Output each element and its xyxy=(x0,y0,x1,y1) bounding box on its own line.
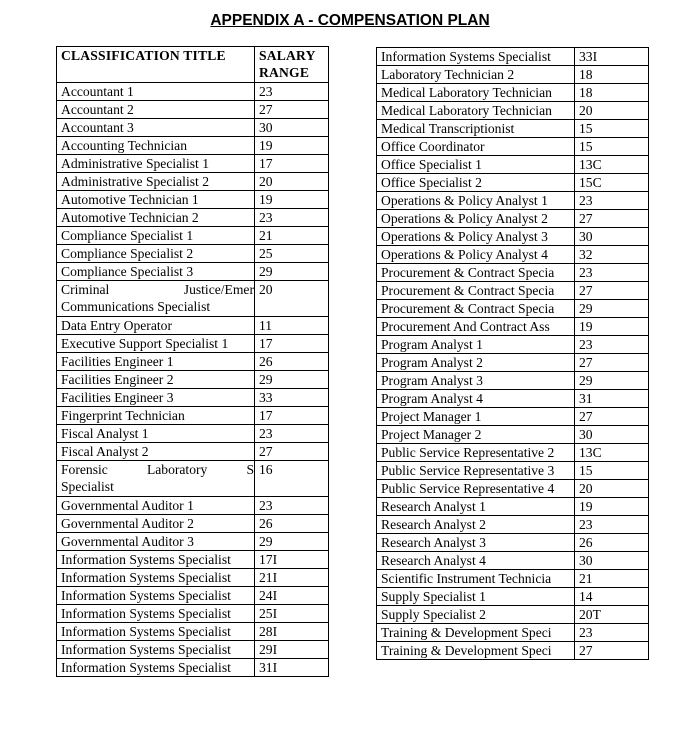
classification-title-cell: Information Systems Specialist xyxy=(57,641,255,659)
salary-range-cell: 14 xyxy=(575,588,649,606)
classification-title-cell: Administrative Specialist 2 xyxy=(57,173,255,191)
classification-title-cell: Compliance Specialist 3 xyxy=(57,263,255,281)
classification-title-cell xyxy=(57,461,255,497)
salary-range-cell: 13C xyxy=(575,444,649,462)
table-header-row xyxy=(57,47,329,83)
classification-title-cell: Operations & Policy Analyst 1 xyxy=(377,192,575,210)
classification-title-cell: Office Specialist 2 xyxy=(377,174,575,192)
table-row xyxy=(377,210,649,228)
table-row xyxy=(57,641,329,659)
salary-range-cell: 17 xyxy=(255,335,329,353)
table-row xyxy=(377,390,649,408)
table-row xyxy=(57,551,329,569)
table-row xyxy=(57,443,329,461)
salary-range-cell: 19 xyxy=(575,318,649,336)
salary-range-cell: 23 xyxy=(255,497,329,515)
classification-title-cell: Procurement & Contract Specia xyxy=(377,300,575,318)
salary-range-cell: 28I xyxy=(255,623,329,641)
salary-range-cell: 23 xyxy=(575,336,649,354)
salary-range-cell: 29 xyxy=(575,300,649,318)
classification-title-cell: Governmental Auditor 2 xyxy=(57,515,255,533)
compensation-table-right xyxy=(376,47,649,660)
table-row xyxy=(377,174,649,192)
salary-range-cell: 13C xyxy=(575,156,649,174)
salary-range-cell: 31 xyxy=(575,390,649,408)
salary-range-cell: 30 xyxy=(575,228,649,246)
classification-title-cell: Information Systems Specialist xyxy=(57,587,255,605)
classification-title-cell: Research Analyst 3 xyxy=(377,534,575,552)
classification-title-cell: Operations & Policy Analyst 2 xyxy=(377,210,575,228)
salary-range-cell: 23 xyxy=(575,192,649,210)
classification-title-cell: Operations & Policy Analyst 4 xyxy=(377,246,575,264)
salary-range-cell: 23 xyxy=(575,624,649,642)
salary-range-cell: 15 xyxy=(575,138,649,156)
table-row xyxy=(377,282,649,300)
table-row xyxy=(377,570,649,588)
table-row xyxy=(57,119,329,137)
classification-title-cell: Information Systems Specialist xyxy=(57,605,255,623)
salary-range-cell: 23 xyxy=(255,425,329,443)
table-row xyxy=(57,191,329,209)
salary-range-cell: 19 xyxy=(255,191,329,209)
salary-range-cell: 23 xyxy=(575,264,649,282)
salary-range-cell: 29 xyxy=(255,263,329,281)
classification-title-cell: Data Entry Operator xyxy=(57,317,255,335)
classification-title-cell: Program Analyst 2 xyxy=(377,354,575,372)
table-row xyxy=(57,623,329,641)
table-row xyxy=(57,515,329,533)
table-row xyxy=(57,605,329,623)
table-row xyxy=(377,444,649,462)
table-row xyxy=(377,498,649,516)
page-title: APPENDIX A - COMPENSATION PLAN xyxy=(210,12,490,29)
classification-title-cell: Automotive Technician 2 xyxy=(57,209,255,227)
salary-range-cell: 33 xyxy=(255,389,329,407)
salary-range-cell: 11 xyxy=(255,317,329,335)
table-row xyxy=(57,371,329,389)
table-row xyxy=(377,102,649,120)
salary-range-cell: 19 xyxy=(575,498,649,516)
table-row xyxy=(57,263,329,281)
table-row xyxy=(377,228,649,246)
salary-range-cell: 19 xyxy=(255,137,329,155)
table-row xyxy=(57,425,329,443)
salary-range-cell: 20T xyxy=(575,606,649,624)
salary-range-cell: 20 xyxy=(255,173,329,191)
salary-range-cell: 27 xyxy=(255,443,329,461)
table-row xyxy=(377,480,649,498)
salary-range-cell: 17I xyxy=(255,551,329,569)
classification-title-cell: Information Systems Specialist xyxy=(57,659,255,677)
table-row xyxy=(57,461,329,497)
classification-title-cell: Supply Specialist 2 xyxy=(377,606,575,624)
classification-title-cell: Compliance Specialist 1 xyxy=(57,227,255,245)
salary-range-cell: 29I xyxy=(255,641,329,659)
classification-title-cell: Facilities Engineer 3 xyxy=(57,389,255,407)
salary-range-cell: 27 xyxy=(575,408,649,426)
salary-range-cell: 29 xyxy=(255,533,329,551)
classification-title-cell xyxy=(57,281,255,317)
salary-range-cell: 26 xyxy=(575,534,649,552)
classification-title-cell: Public Service Representative 4 xyxy=(377,480,575,498)
title-line-1 xyxy=(61,461,254,478)
classification-title-cell: Information Systems Specialist xyxy=(377,48,575,66)
classification-title-cell: Scientific Instrument Technicia xyxy=(377,570,575,588)
table-row xyxy=(57,353,329,371)
table-row xyxy=(57,155,329,173)
table-row xyxy=(377,156,649,174)
salary-range-cell: 18 xyxy=(575,66,649,84)
classification-title-cell: Executive Support Specialist 1 xyxy=(57,335,255,353)
classification-title-cell: Accounting Technician xyxy=(57,137,255,155)
salary-range-cell: 27 xyxy=(575,282,649,300)
salary-range-cell: 30 xyxy=(255,119,329,137)
salary-range-cell: 15 xyxy=(575,462,649,480)
classification-title-cell: Governmental Auditor 1 xyxy=(57,497,255,515)
salary-range-cell: 23 xyxy=(255,83,329,101)
salary-range-cell: 27 xyxy=(575,210,649,228)
classification-title-cell: Accountant 2 xyxy=(57,101,255,119)
classification-title-cell: Procurement & Contract Specia xyxy=(377,282,575,300)
table-row xyxy=(377,642,649,660)
classification-title-cell: Accountant 1 xyxy=(57,83,255,101)
classification-title-cell: Public Service Representative 3 xyxy=(377,462,575,480)
salary-range-cell: 21 xyxy=(575,570,649,588)
table-row xyxy=(377,624,649,642)
classification-title-cell: Research Analyst 2 xyxy=(377,516,575,534)
table-row xyxy=(57,209,329,227)
title-word: S xyxy=(246,462,254,477)
table-row xyxy=(377,516,649,534)
table-row xyxy=(377,588,649,606)
table-row xyxy=(57,497,329,515)
salary-range-cell: 30 xyxy=(575,552,649,570)
salary-range-cell: 20 xyxy=(255,281,329,317)
salary-range-cell: 24I xyxy=(255,587,329,605)
classification-title-cell: Training & Development Speci xyxy=(377,642,575,660)
table-row xyxy=(377,138,649,156)
table-row xyxy=(57,659,329,677)
table-row xyxy=(57,227,329,245)
table-row xyxy=(377,48,649,66)
table-row xyxy=(377,66,649,84)
title-word: Laboratory xyxy=(146,462,208,477)
classification-title-cell: Office Specialist 1 xyxy=(377,156,575,174)
salary-range-cell: 15C xyxy=(575,174,649,192)
classification-title-cell: Automotive Technician 1 xyxy=(57,191,255,209)
classification-title-cell: Facilities Engineer 2 xyxy=(57,371,255,389)
table-row xyxy=(377,606,649,624)
table-row xyxy=(377,426,649,444)
classification-title-cell: Operations & Policy Analyst 3 xyxy=(377,228,575,246)
table-row xyxy=(377,336,649,354)
table-row xyxy=(377,300,649,318)
table-row xyxy=(57,335,329,353)
table-row xyxy=(377,84,649,102)
table-row xyxy=(57,317,329,335)
table-row xyxy=(377,462,649,480)
salary-range-cell: 18 xyxy=(575,84,649,102)
classification-title-cell: Procurement And Contract Ass xyxy=(377,318,575,336)
salary-range-cell: 21I xyxy=(255,569,329,587)
salary-range-cell: 23 xyxy=(575,516,649,534)
salary-range-header: SALARY RANGE xyxy=(255,47,329,83)
salary-range-cell: 26 xyxy=(255,515,329,533)
table-row xyxy=(57,407,329,425)
title-line-1 xyxy=(61,281,254,298)
table-row xyxy=(377,372,649,390)
classification-title-cell: Fingerprint Technician xyxy=(57,407,255,425)
classification-title-cell: Information Systems Specialist xyxy=(57,623,255,641)
salary-range-cell: 20 xyxy=(575,102,649,120)
classification-title-cell: Research Analyst 4 xyxy=(377,552,575,570)
title-word: Criminal xyxy=(61,282,110,297)
salary-range-cell: 15 xyxy=(575,120,649,138)
classification-title-cell: Information Systems Specialist xyxy=(57,569,255,587)
classification-title-cell: Fiscal Analyst 2 xyxy=(57,443,255,461)
salary-range-cell: 33I xyxy=(575,48,649,66)
table-row xyxy=(377,264,649,282)
classification-title-cell: Supply Specialist 1 xyxy=(377,588,575,606)
table-row xyxy=(57,389,329,407)
salary-range-cell: 27 xyxy=(255,101,329,119)
classification-title-cell: Training & Development Speci xyxy=(377,624,575,642)
table-row xyxy=(377,408,649,426)
table-row xyxy=(377,354,649,372)
classification-title-cell: Program Analyst 3 xyxy=(377,372,575,390)
classification-title-cell: Medical Laboratory Technician xyxy=(377,84,575,102)
table-row xyxy=(57,137,329,155)
classification-title-cell: Public Service Representative 2 xyxy=(377,444,575,462)
table-row xyxy=(57,533,329,551)
classification-title-header: CLASSIFICATION TITLE xyxy=(57,47,255,83)
salary-range-cell: 30 xyxy=(575,426,649,444)
salary-range-cell: 16 xyxy=(255,461,329,497)
table-row xyxy=(377,192,649,210)
classification-title-cell: Administrative Specialist 1 xyxy=(57,155,255,173)
classification-title-cell: Program Analyst 1 xyxy=(377,336,575,354)
table-row xyxy=(377,318,649,336)
classification-title-cell: Medical Transcriptionist xyxy=(377,120,575,138)
salary-range-cell: 20 xyxy=(575,480,649,498)
table-row xyxy=(57,569,329,587)
salary-range-cell: 17 xyxy=(255,407,329,425)
salary-range-cell: 21 xyxy=(255,227,329,245)
classification-title-cell: Project Manager 2 xyxy=(377,426,575,444)
salary-range-cell: 29 xyxy=(575,372,649,390)
classification-title-cell: Procurement & Contract Specia xyxy=(377,264,575,282)
table-row xyxy=(57,101,329,119)
classification-title-cell: Program Analyst 4 xyxy=(377,390,575,408)
classification-title-cell: Office Coordinator xyxy=(377,138,575,156)
table-row xyxy=(377,246,649,264)
salary-range-cell: 25 xyxy=(255,245,329,263)
salary-range-cell: 26 xyxy=(255,353,329,371)
title-line-2: Specialist xyxy=(61,479,114,494)
classification-title-cell: Research Analyst 1 xyxy=(377,498,575,516)
salary-range-cell: 17 xyxy=(255,155,329,173)
table-row xyxy=(57,173,329,191)
salary-range-cell: 27 xyxy=(575,354,649,372)
classification-title-cell: Project Manager 1 xyxy=(377,408,575,426)
classification-title-cell: Laboratory Technician 2 xyxy=(377,66,575,84)
salary-range-cell: 23 xyxy=(255,209,329,227)
classification-title-cell: Fiscal Analyst 1 xyxy=(57,425,255,443)
table-row xyxy=(377,552,649,570)
table-row xyxy=(377,120,649,138)
salary-range-cell: 27 xyxy=(575,642,649,660)
table-row xyxy=(57,83,329,101)
title-word: Forensic xyxy=(61,462,108,477)
classification-title-cell: Accountant 3 xyxy=(57,119,255,137)
title-word: Justice/Emer xyxy=(183,282,254,297)
title-line-2: Communications Specialist xyxy=(61,299,211,314)
salary-range-cell: 29 xyxy=(255,371,329,389)
classification-title-cell: Medical Laboratory Technician xyxy=(377,102,575,120)
classification-title-cell: Compliance Specialist 2 xyxy=(57,245,255,263)
salary-range-cell: 31I xyxy=(255,659,329,677)
table-row xyxy=(57,245,329,263)
classification-title-cell: Information Systems Specialist xyxy=(57,551,255,569)
classification-title-cell: Governmental Auditor 3 xyxy=(57,533,255,551)
salary-range-cell: 25I xyxy=(255,605,329,623)
table-row xyxy=(57,587,329,605)
classification-title-cell: Facilities Engineer 1 xyxy=(57,353,255,371)
compensation-table-left xyxy=(56,46,329,677)
table-row xyxy=(377,534,649,552)
table-row xyxy=(57,281,329,317)
salary-range-cell: 32 xyxy=(575,246,649,264)
